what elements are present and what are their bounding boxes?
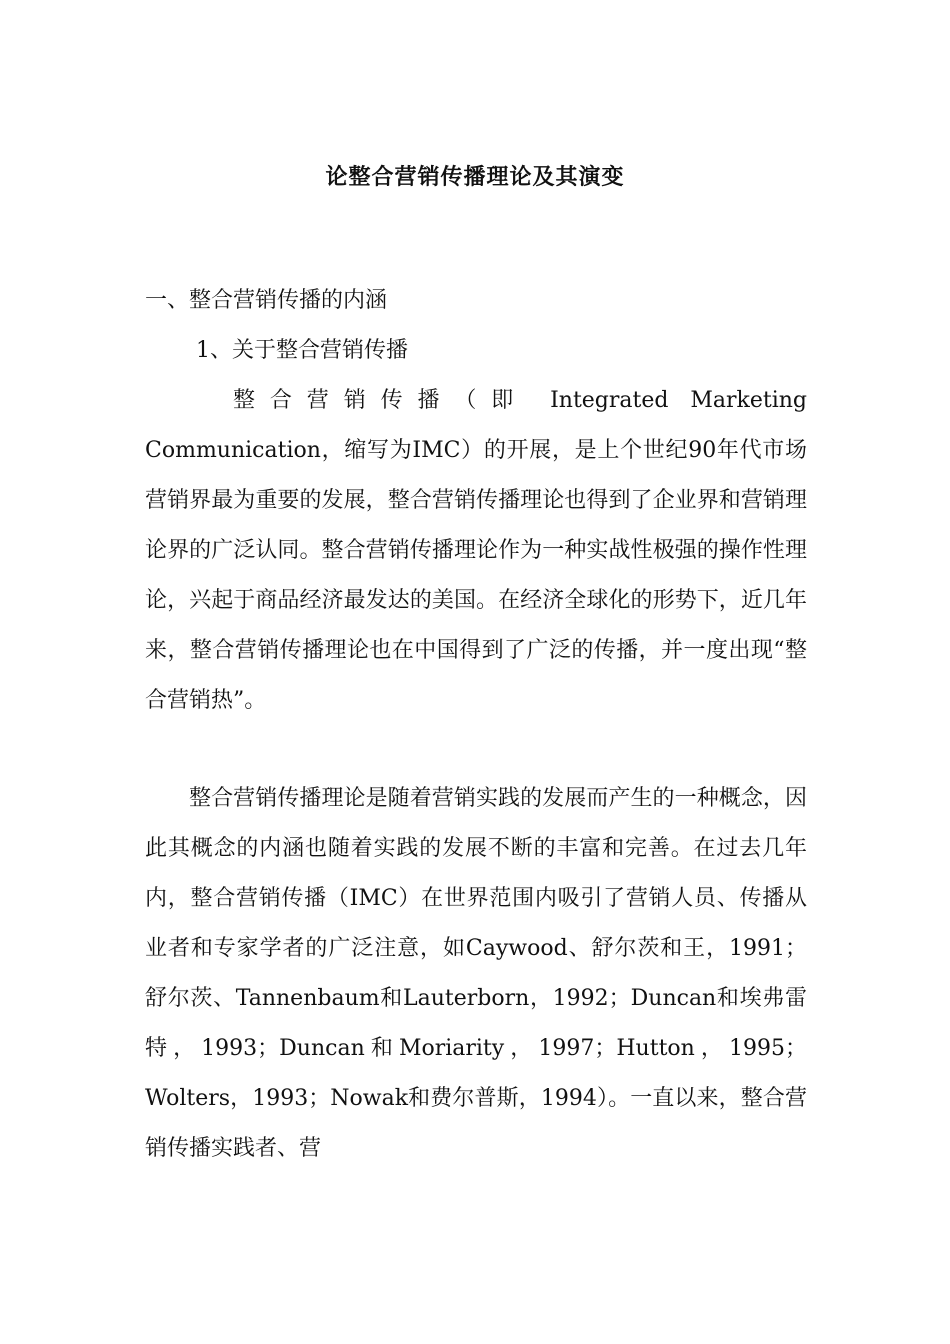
subsection-heading: 1、关于整合营销传播 (196, 338, 408, 363)
paragraph-2: 整合营销传播理论是随着营销实践的发展而产生的一种概念，因此其概念的内涵也随着实践的发展不断的丰富和完善。在过去几年内，整合营销传播（IMC）在世界范围内吸引了营销人员、传播从业者和专家学者的广泛注意，如Caywood、舒尔茨和王，1991；舒尔茨、Tannenbaum和Lauterborn，1992；Duncan和埃弗雷特，1993；Duncan和Moriarity，1997；Hutton，1995；Wolters，1993；Nowak和费尔普斯，1994）。一直以来，整合营销传播实践者、营 (145, 786, 807, 1161)
document-title: 论整合营销传播理论及其演变 (325, 164, 625, 190)
paragraph-1: 整合营销传播（即 Integrated Marketing Communication，缩写为IMC）的开展，是上个世纪90年代市场营销界最为重要的发展，整合营销传播理论也得到了企业界和营销理论界的广泛认同。整合营销传播理论作为一种实战性极强的操作性理论，兴起于商品经济最发达的美国。在经济全球化的形势下，近几年来，整合营销传播理论也在中国得到了广泛的传播，并一度出现“整合营销热”。 (145, 388, 807, 713)
section-heading: 一、整合营销传播的内涵 (145, 288, 388, 313)
paragraph-1-container (145, 376, 807, 726)
paragraph-2-container (145, 774, 807, 1174)
